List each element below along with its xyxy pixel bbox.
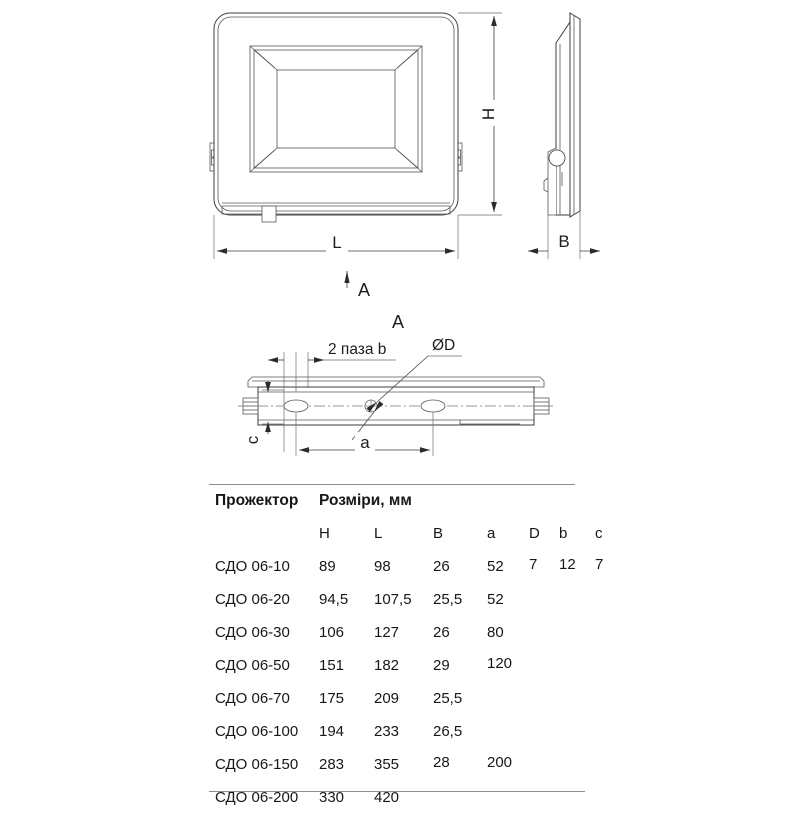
- table-cell-B: 29: [433, 657, 450, 674]
- table-header-col-a: a: [487, 525, 496, 542]
- table-header-product: Прожектор: [215, 491, 299, 509]
- table-cell-name: СДО 06-50: [215, 657, 290, 674]
- note-hole-diameter: ØD: [432, 337, 456, 354]
- table-header-col-D: D: [529, 525, 540, 542]
- table-header-row-group: [209, 484, 619, 517]
- table-cell-B: 28: [433, 754, 450, 771]
- table-cell-H: 89: [319, 558, 336, 575]
- side-view: [528, 13, 600, 259]
- table-cell-D: 7: [529, 556, 538, 573]
- table-cell-b: 12: [559, 556, 576, 573]
- dimension-label-c: c: [243, 435, 262, 445]
- table-cell-name: СДО 06-30: [215, 624, 290, 641]
- table-cell-H: 330: [319, 789, 345, 806]
- table-cell-L: 98: [374, 558, 391, 575]
- dimension-label-length: L: [332, 233, 342, 252]
- table-cell-H: 94,5: [319, 591, 349, 608]
- table-cell-B: 26: [433, 624, 450, 641]
- table-cell-H: 175: [319, 690, 345, 707]
- table-cell-name: СДО 06-200: [215, 789, 299, 806]
- table-cell-L: 355: [374, 756, 400, 773]
- note-slots: 2 паза b: [328, 341, 387, 358]
- table-header-col-H: H: [319, 525, 330, 542]
- table-cell-B: 25,5: [433, 591, 463, 608]
- side-view-front-plate: [570, 13, 580, 217]
- table-cell-a: 200: [487, 754, 513, 771]
- table-header-col-B: B: [433, 525, 444, 542]
- table-header-spacer: [209, 517, 313, 550]
- table-cell-L: 127: [374, 624, 400, 641]
- table-cell-name: СДО 06-20: [215, 591, 290, 608]
- table-cell-name: СДО 06-150: [215, 756, 299, 773]
- table-cell-a: 52: [487, 558, 504, 575]
- table-cell-L: 209: [374, 690, 400, 707]
- table-cell-H: 194: [319, 723, 345, 740]
- table-cell-a: 52: [487, 591, 504, 608]
- table-cell-name: СДО 06-70: [215, 690, 290, 707]
- table-cell-c: 7: [595, 556, 604, 573]
- section-a-view: [238, 337, 556, 456]
- table-cell-L: 182: [374, 657, 400, 674]
- table-header-col-c: c: [595, 525, 603, 542]
- table-cell-B: 25,5: [433, 690, 463, 707]
- table-cell-H: 151: [319, 657, 345, 674]
- section-a-slot-left: [284, 400, 308, 412]
- table-row: [209, 550, 619, 583]
- table-cell-H: 106: [319, 624, 345, 641]
- section-a-slot-right: [421, 400, 445, 412]
- table-cell-L: 233: [374, 723, 400, 740]
- table-cell-H: 283: [319, 756, 345, 773]
- front-view-lens-bezel: [250, 46, 422, 172]
- table-cell-L: 107,5: [374, 591, 412, 608]
- section-view-title: A: [391, 312, 405, 332]
- table-header-col-L: L: [374, 525, 383, 542]
- table-cell-L: 420: [374, 789, 400, 806]
- table-cell-a: 120: [487, 655, 513, 672]
- table-cell-B: 26: [433, 558, 450, 575]
- table-header-row-columns: [209, 517, 619, 550]
- table-cell-name: СДО 06-10: [215, 558, 290, 575]
- table-cell-a: 80: [487, 624, 504, 641]
- table-header-col-b: b: [559, 525, 568, 542]
- dimension-label-height: H: [479, 107, 498, 121]
- dimension-label-a: a: [360, 433, 370, 452]
- view-arrow-label: A: [358, 280, 371, 300]
- view-direction-marker-a: [347, 271, 370, 300]
- dimension-label-thickness: B: [558, 232, 570, 251]
- section-a-glass-edge: [248, 377, 544, 387]
- table-header-dimensions-group: Розміри, мм: [319, 491, 412, 509]
- table-cell-B: 26,5: [433, 723, 463, 740]
- dimensions-table: [209, 484, 619, 814]
- table-bottom-rule: [209, 791, 585, 792]
- side-view-housing-profile: [556, 22, 570, 215]
- front-view: [210, 13, 504, 259]
- table-cell-name: СДО 06-100: [215, 723, 299, 740]
